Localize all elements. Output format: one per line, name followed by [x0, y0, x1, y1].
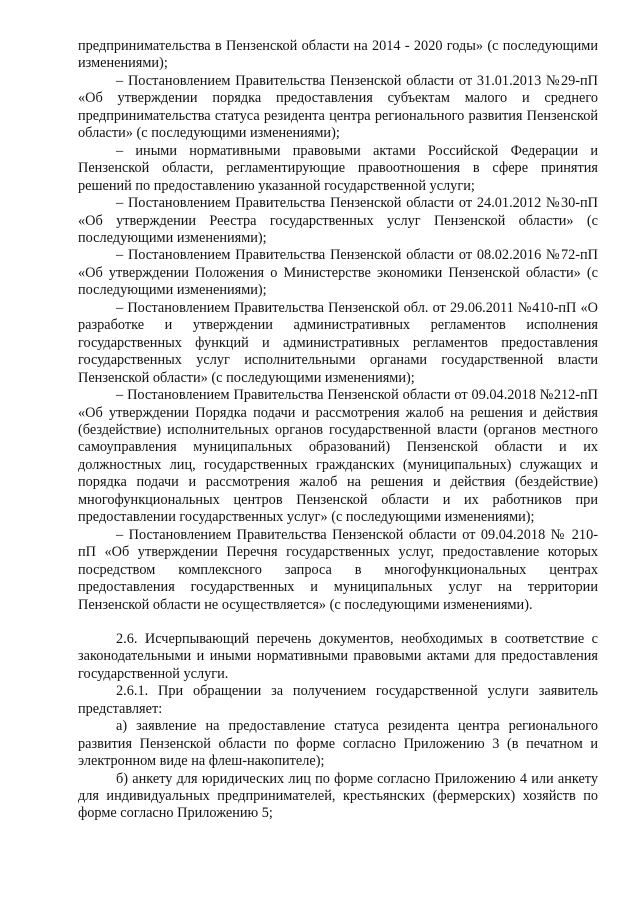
paragraph-resolution-212pp: – Постановлением Правительства Пензенской области от 09.04.2018 №212-пП «Об утверждении Порядка подачи и рассмотрения жалоб на решения и действия (бездействие) исполнительных органов государственной власти (органов местного самоуправления муниципальных образований) Пензенской области и их должностных лиц, государственных гражданских (муниципальных) служащих и порядка подачи и рассмотрения жалоб на решения и действия (бездействие) многофункциональных центров Пензенской области и их работников при предоставлении государственных услуг» (с последующими изменениями); — [78, 387, 598, 526]
section-heading-2-6: 2.6. Исчерпывающий перечень документов, необходимых в соответствие с законодательными и иными нормативными правовыми актами для предоставления государственной услуги. — [78, 630, 598, 682]
paragraph-resolution-410pp: – Постановлением Правительства Пензенской обл. от 29.06.2011 №410-пП «О разработке и утверждении административных регламентов исполнения государственных функций и административных регламентов предоставления государственных услуг исполнительными органами государственной власти Пензенской области» (с последующими изменениями); — [78, 299, 598, 386]
paragraph-resolution-30pp: – Постановлением Правительства Пензенской области от 24.01.2012 №30-пП «Об утверждении Реестра государственных услуг Пензенской области» (с последующими изменениями); — [78, 195, 598, 246]
document-page — [78, 38, 598, 823]
paragraph-resolution-72pp: – Постановлением Правительства Пензенской области от 08.02.2016 №72-пП «Об утверждении Положения о Министерстве экономики Пензенской области» (с последующими изменениями); — [78, 247, 598, 299]
paragraph-program-ending: предпринимательства в Пензенской области на 2014 - 2020 годы» (с последующими изменениями); — [78, 38, 598, 72]
paragraph-other-normative-acts: – иными нормативными правовыми актами Российской Федерации и Пензенской области, регламентирующие правоотношения в сфере принятия решений по предоставлению указанной государственной услуги; — [78, 142, 598, 194]
paragraph-resolution-29pp: – Постановлением Правительства Пензенской области от 31.01.2013 №29-пП «Об утверждении порядка предоставления субъектам малого и среднего предпринимательства статуса резидента центра регионального развития Пензенской области» (с последующими изменениями); — [78, 72, 598, 142]
list-item-a-application: а) заявление на предоставление статуса резидента центра регионального развития Пензенской области по форме согласно Приложению 3 (в печатном и электронном виде на флеш-накопителе); — [78, 718, 598, 770]
paragraph-resolution-210pp: – Постановлением Правительства Пензенской области от 09.04.2018 № 210-пП «Об утверждении Перечня государственных услуг, предоставление которых посредством комплексного запроса в многофункциональных центрах предоставления государственных и муниципальных услуг на территории Пензенской области не осуществляется» (с последующими изменениями). — [78, 526, 598, 613]
paragraph-spacer — [78, 614, 598, 631]
list-item-b-questionnaire: б) анкету для юридических лиц по форме согласно Приложению 4 или анкету для индивидуальных предпринимателей, крестьянских (фермерских) хозяйств по форме согласно Приложению 5; — [78, 770, 598, 822]
paragraph-2-6-1: 2.6.1. При обращении за получением государственной услуги заявитель представляет: — [78, 683, 598, 717]
